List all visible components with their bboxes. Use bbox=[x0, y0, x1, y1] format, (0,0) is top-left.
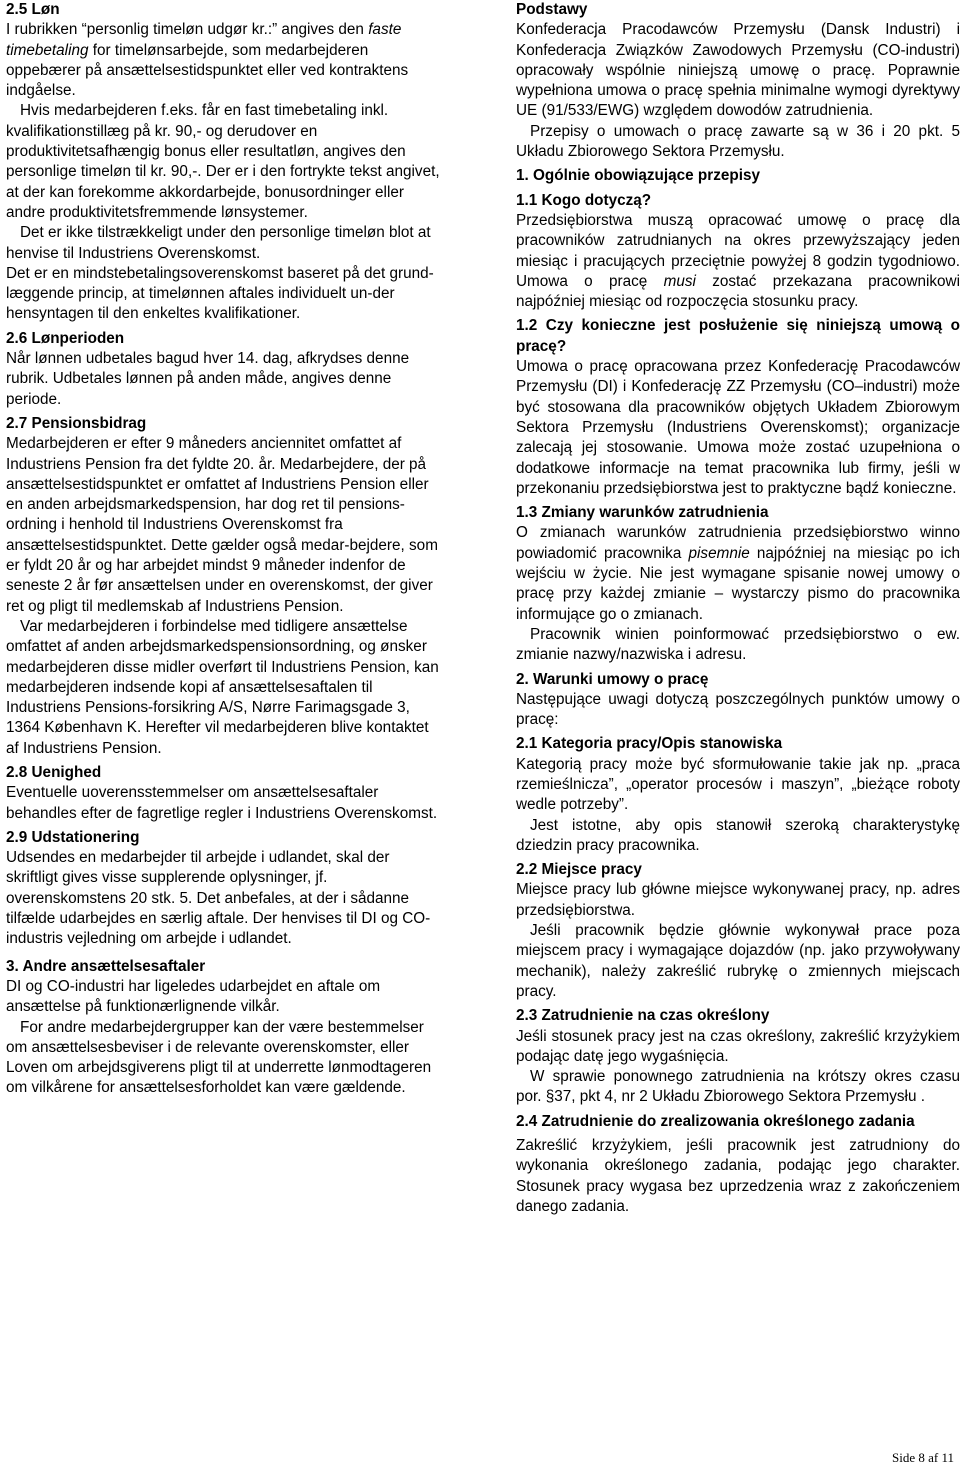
page-number: Side 8 af 11 bbox=[892, 1450, 954, 1465]
text-run: najpóźniej na miesiąc po ich wejściu w życie. Nie jest wymagane spisanie nowej umowy o pracę przy każdej zmianie – wystarczy pismo do pracownika informujące go o zmianach. bbox=[516, 544, 960, 623]
paragraph-2-7-1: Medarbejderen er efter 9 måneders anciennitet omfattet af Industriens Pension fra det fyldte 20. år. Medarbejdere, der på ansættelsestidspunktet er omfattet af Industriens Pension eller en anden arbejdsmarkedspension, har dog ret til pensions-ordning i henhold til Industriens Overenskomst fra ansættelsestidspunktet. Dette gælder også medar-bejdere, som er fyldt 20 år og har arbejdet mindst 9 måneder indenfor de seneste 2 år før ansættelsen under en overenskomst, der giver ret og pligt til medlemskab af Industriens Pension. bbox=[6, 435, 438, 615]
paragraph-2-2-2: Jeśli pracownik będzie głównie wykonywał prace poza miejscem pracy i wymagające dojazdów (np. jako przywoływany mechanik), należy zakreślić rubrykę o zmiennych miejscach pracy. bbox=[516, 922, 960, 1000]
paragraph-2-3-2: W sprawie ponownego zatrudnienia na krótszy okres czasu por. §37, pkt 4, nr 2 Układu Zbiorowego Sektora Przemysłu . bbox=[516, 1068, 960, 1106]
section-title-1: 1. Ogólnie obowiązujące przepisy bbox=[516, 167, 760, 185]
paragraph-2-8-1: Eventuelle uoverensstemmelser om ansættelsesaftaler behandles efter de fagretlige regler i Industriens Overenskomst. bbox=[6, 784, 438, 822]
paragraph-2-3-1: Jeśli stosunek pracy jest na czas określony, zakreślić krzyżykiem podając datę jego wygaśnięcia. bbox=[516, 1027, 960, 1065]
text-run: I rubrikken “personlig timeløn udgør kr.:” angives den bbox=[6, 21, 369, 39]
section-title-2-8: 2.8 Uenighed bbox=[6, 763, 102, 781]
paragraph-2-1: Następujące uwagi dotyczą poszczególnych punktów umowy o pracę: bbox=[516, 690, 960, 729]
paragraph-3-2: For andre medarbejdergrupper kan der være bestemmelser om ansættelsesbeviser i de relevante overenskomster, eller Loven om arbejdsgiverens pligt til at underrette lønmodtageren om vilkårene for ansættelsesforholdet kan være gældende. bbox=[6, 1018, 432, 1097]
section-title-2-3: 2.3 Zatrudnienie na czas określony bbox=[516, 1007, 770, 1025]
section-title-3: 3. Andre ansættelsesaftaler bbox=[6, 957, 206, 975]
paragraph-2-5-2: Hvis medarbejderen f.eks. får en fast timebetaling inkl. kvalifikationstillæg på kr. 90,- og derudover en produktivitetsafhængig bonus eller resultatløn, angives den personlige timeløn til kr. 90,-. Der er i den fortrykte tekst angivet, at der kan forekomme akkordarbejde, bonusordninger eller andre produktivitetsfremmende lønsystemer. bbox=[6, 102, 440, 221]
text-run: for timelønsarbejde, som medarbejderen oppebærer på ansættelsestidspunktet eller ved kontraktens indgåelse. bbox=[6, 41, 409, 100]
emphasis-text: musi bbox=[663, 272, 696, 290]
paragraph-1-3-1 bbox=[516, 523, 960, 624]
paragraph-1-3-2: Pracownik winien poinformować przedsiębiorstwo o ew. zmianie nazwy/nazwiska i adresu. bbox=[516, 625, 960, 664]
section-title-2-1: 2.1 Kategoria pracy/Opis stanowiska bbox=[516, 735, 783, 753]
paragraph-podstawy-2: Przepisy o umowach o pracę zawarte są w 36 i 20 pkt. 5 Układu Zbiorowego Sektora Przemysłu. bbox=[516, 122, 960, 161]
section-title-2-2: 2.2 Miejsce pracy bbox=[516, 861, 642, 879]
text-run: O zmianach warunków zatrudnienia przedsiębiorstwo winno powiadomić pracownika bbox=[516, 524, 960, 562]
paragraph-2-5-3: Det er ikke tilstrækkeligt under den personlige timeløn blot at henvise til Industriens Overenskomst. bbox=[6, 224, 431, 262]
section-title-2-7: 2.7 Pensionsbidrag bbox=[6, 414, 147, 432]
paragraph-3-1: DI og CO-industri har ligeledes udarbejdet en aftale om ansættelse på funktionærlignende vilkår. bbox=[6, 977, 381, 1016]
section-title-1-1: 1.1 Kogo dotyczą? bbox=[516, 191, 652, 209]
section-title-1-3: 1.3 Zmiany warunków zatrudnienia bbox=[516, 504, 769, 522]
section-title-podstawy: Podstawy bbox=[516, 1, 588, 18]
paragraph-2-4-1: Zakreślić krzyżykiem, jeśli pracownik jest zatrudniony do wykonania określonego zadania, podając jego charakter. Stosunek pracy wygasa bez uprzedzenia wraz z zakończeniem danego zadania. bbox=[516, 1137, 960, 1215]
section-title-2: 2. Warunki umowy o pracę bbox=[516, 670, 709, 688]
section-title-2-4: 2.4 Zatrudnienie do zrealizowania określonego zadania bbox=[516, 1112, 915, 1130]
section-title-2-5: 2.5 Løn bbox=[6, 1, 60, 18]
paragraph-2-1-2: Jest istotne, aby opis stanowił szeroką charakterystykę dziedzin pracy pracownika. bbox=[516, 816, 960, 854]
section-title-1-2: 1.2 Czy konieczne jest posłużenie się niniejszą umową o pracę? bbox=[516, 317, 960, 355]
emphasis-text: faste timebetaling bbox=[6, 21, 402, 59]
paragraph-1-2-1: Umowa o pracę opracowana przez Konfederację Pracodawców Przemysłu (DI) i Konfederację ZZ Przemysłu (CO–industri) może być stosowana dla pracowników objętych Układem Zbiorowym Sektora Przemysłu (Industriens Overenskomst); organizacje zalecają jej stosowanie. Umowa może zostać uzupełniona o dodatkowe informacje na temat pracownika lub firmy, jeśli w przekonaniu przedsiębiorstwa jest to praktyczne bądź konieczne. bbox=[516, 358, 960, 497]
text-run: Przedsiębiorstwa muszą opracować umowę o pracę dla pracowników zatrudnianych na okres przewyższający jeden miesiąc i pracujących przeciętnie powyżej 8 godzin tygodniowo. Umowa o pracę bbox=[516, 211, 960, 290]
left-column bbox=[6, 0, 442, 1099]
paragraph-2-6-1: Når lønnen udbetales bagud hver 14. dag, afkrydses denne rubrik. Udbetales lønnen på anden måde, angives denne periode. bbox=[6, 350, 410, 408]
emphasis-text: pisemnie bbox=[688, 544, 750, 562]
paragraph-2-5-4: Det er en mindstebetalingsoverenskomst baseret på det grund-læggende princip, at timelønnen aftales individuelt un-der hensyntagen til den enkeltes kvalifikationer. bbox=[6, 264, 434, 323]
paragraph-2-2-1: Miejsce pracy lub główne miejsce wykonywanej pracy, np. adres przedsiębiorstwa. bbox=[516, 881, 960, 919]
paragraph-1-1-1 bbox=[516, 211, 960, 312]
paragraph-2-9-1: Udsendes en medarbejder til arbejde i udlandet, skal der skriftligt gives visse supplerende oplysninger, jf. overenskomstens 20 stk. 5. Det anbefales, at der i sådanne tilfælde udarbejdes en særlig aftale. Der henvises til DI og CO-industris vejledning om arbejde i udlandet. bbox=[6, 849, 431, 948]
section-title-2-9: 2.9 Udstationering bbox=[6, 828, 140, 846]
section-title-2-6: 2.6 Lønperioden bbox=[6, 329, 125, 347]
paragraph-2-1-1: Kategorią pracy może być sformułowanie takie jak np. „praca rzemieślnicza”, „operator procesów i maszyn”, „bieżące roboty wedle potrzeby”. bbox=[516, 755, 960, 814]
text-run: zostać przekazana pracownikowi najpóźniej miesiąc od rozpoczęcia stosunku pracy. bbox=[516, 272, 960, 311]
right-column bbox=[516, 0, 960, 1217]
paragraph-podstawy-1: Konfederacja Pracodawców Przemysłu (Dansk Industri) i Konfederacja Związków Zawodowych Przemysłu (CO-industri) opracowały wspólnie niniejszą umowę o pracę. Poprawnie wypełniona umowa o pracę spełnia minimalne wymogi dyrektywy UE (91/533/EWG) względem dowodów zatrudnienia. bbox=[516, 21, 960, 120]
paragraph-2-7-2: Var medarbejderen i forbindelse med tidligere ansættelse omfattet af anden arbejdsmarkedspensionsordning, og ønsker medarbejderen disse midler overført til Industriens Pension, kan medarbejderen indsende kopi af ansættelsesaftalen til Industriens Pensions-forsikring A/S, Nørre Farimagsgade 3, 1364 København K. Herefter vil medarbejderen blive kontaktet af Industriens Pension. bbox=[6, 617, 439, 757]
paragraph-2-5-1 bbox=[6, 20, 442, 101]
